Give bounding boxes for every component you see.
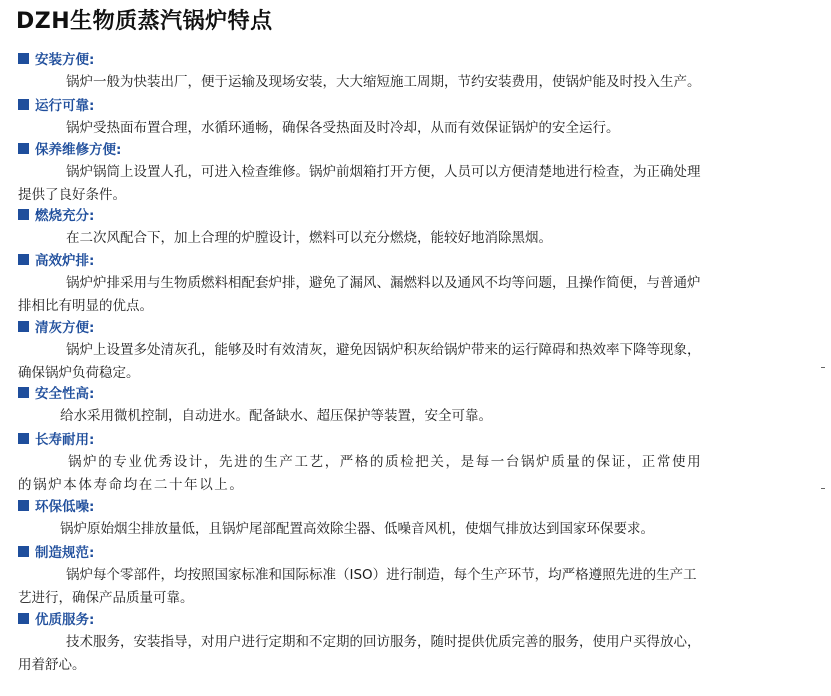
feature-section-environmental bbox=[18, 495, 818, 541]
section-body bbox=[18, 161, 818, 207]
edge-mark bbox=[821, 488, 825, 489]
body-line: 用着舒心。 bbox=[18, 657, 86, 673]
section-heading bbox=[18, 608, 818, 628]
square-bullet-icon bbox=[18, 321, 29, 332]
section-heading-text: 高效炉排: bbox=[35, 253, 95, 269]
section-body bbox=[18, 518, 818, 541]
section-heading bbox=[18, 204, 818, 224]
section-heading bbox=[18, 428, 818, 448]
section-body bbox=[18, 405, 818, 428]
body-line: 锅炉一般为快装出厂，便于运输及现场安装，大大缩短施工周期，节约安装费用，使锅炉能及时投入生产。 bbox=[66, 74, 701, 90]
feature-section-combustion bbox=[18, 204, 818, 250]
body-line: 锅炉的专业优秀设计，先进的生产工艺，严格的质检把关，是每一台锅炉质量的保证，正常使用 bbox=[68, 454, 703, 470]
feature-section-durability bbox=[18, 428, 818, 497]
square-bullet-icon bbox=[18, 99, 29, 110]
edge-mark bbox=[821, 367, 825, 368]
section-body bbox=[18, 227, 818, 250]
section-body bbox=[18, 117, 818, 140]
square-bullet-icon bbox=[18, 433, 29, 444]
section-heading-text: 安全性高: bbox=[35, 386, 95, 402]
section-heading-text: 长寿耐用: bbox=[35, 432, 95, 448]
square-bullet-icon bbox=[18, 500, 29, 511]
square-bullet-icon bbox=[18, 254, 29, 265]
section-heading bbox=[18, 316, 818, 336]
body-line: 锅炉炉排采用与生物质燃料相配套炉排，避免了漏风、漏燃料以及通风不均等问题，且操作简便，与普通炉 bbox=[66, 275, 701, 291]
body-line: 锅炉原始烟尘排放量低，且锅炉尾部配置高效除尘器、低噪音风机，使烟气排放达到国家环保要求。 bbox=[60, 521, 654, 537]
page-title: DZH生物质蒸汽锅炉特点 bbox=[16, 9, 273, 34]
section-heading bbox=[18, 138, 818, 158]
body-line: 给水采用微机控制，自动进水。配备缺水、超压保护等装置，安全可靠。 bbox=[60, 408, 492, 424]
section-heading-text: 保养维修方便: bbox=[35, 142, 122, 158]
square-bullet-icon bbox=[18, 546, 29, 557]
body-line: 的锅炉本体寿命均在二十年以上。 bbox=[18, 477, 245, 493]
section-body bbox=[18, 631, 818, 677]
section-body bbox=[18, 451, 818, 497]
body-line: 锅炉每个零部件，均按照国家标准和国际标准（ISO）进行制造，每个生产环节，均严格遵照先进的生产工 bbox=[66, 567, 697, 583]
body-line: 锅炉上设置多处清灰孔，能够及时有效清灰，避免因锅炉积灰给锅炉带来的运行障碍和热效率下降等现象， bbox=[66, 342, 701, 358]
section-heading-text: 优质服务: bbox=[35, 612, 95, 628]
square-bullet-icon bbox=[18, 387, 29, 398]
feature-section-maintenance bbox=[18, 138, 818, 207]
feature-section-installation bbox=[18, 48, 818, 94]
section-body bbox=[18, 564, 818, 610]
feature-section-service bbox=[18, 608, 818, 677]
section-heading-text: 运行可靠: bbox=[35, 98, 95, 114]
feature-section-grate bbox=[18, 249, 818, 318]
feature-section-reliability bbox=[18, 94, 818, 140]
section-heading-text: 燃烧充分: bbox=[35, 208, 95, 224]
section-heading-text: 安装方便: bbox=[35, 52, 95, 68]
body-line: 锅炉受热面布置合理，水循环通畅，确保各受热面及时冷却，从而有效保证锅炉的安全运行。 bbox=[66, 120, 620, 136]
body-line: 排相比有明显的优点。 bbox=[18, 298, 153, 314]
body-line: 提供了良好条件。 bbox=[18, 187, 126, 203]
section-heading bbox=[18, 382, 818, 402]
square-bullet-icon bbox=[18, 613, 29, 624]
section-body bbox=[18, 272, 818, 318]
body-line: 在二次风配合下，加上合理的炉膛设计，燃料可以充分燃烧，能较好地消除黑烟。 bbox=[66, 230, 552, 246]
section-heading bbox=[18, 541, 818, 561]
section-heading-text: 制造规范: bbox=[35, 545, 95, 561]
body-line: 锅炉锅筒上设置人孔，可进入检查维修。锅炉前烟箱打开方便，人员可以方便清楚地进行检查，为正确处理 bbox=[66, 164, 701, 180]
body-line: 艺进行，确保产品质量可靠。 bbox=[18, 590, 194, 606]
section-heading-text: 清灰方便: bbox=[35, 320, 95, 336]
square-bullet-icon bbox=[18, 209, 29, 220]
section-heading bbox=[18, 495, 818, 515]
square-bullet-icon bbox=[18, 53, 29, 64]
square-bullet-icon bbox=[18, 143, 29, 154]
body-line: 确保锅炉负荷稳定。 bbox=[18, 365, 140, 381]
body-line: 技术服务，安装指导，对用户进行定期和不定期的回访服务，随时提供优质完善的服务，使用户买得放心， bbox=[66, 634, 701, 650]
section-heading bbox=[18, 48, 818, 68]
feature-section-ash-cleaning bbox=[18, 316, 818, 385]
section-body bbox=[18, 71, 818, 94]
feature-section-manufacturing bbox=[18, 541, 818, 610]
section-heading bbox=[18, 249, 818, 269]
section-heading bbox=[18, 94, 818, 114]
section-heading-text: 环保低噪: bbox=[35, 499, 95, 515]
feature-section-safety bbox=[18, 382, 818, 428]
section-body bbox=[18, 339, 818, 385]
